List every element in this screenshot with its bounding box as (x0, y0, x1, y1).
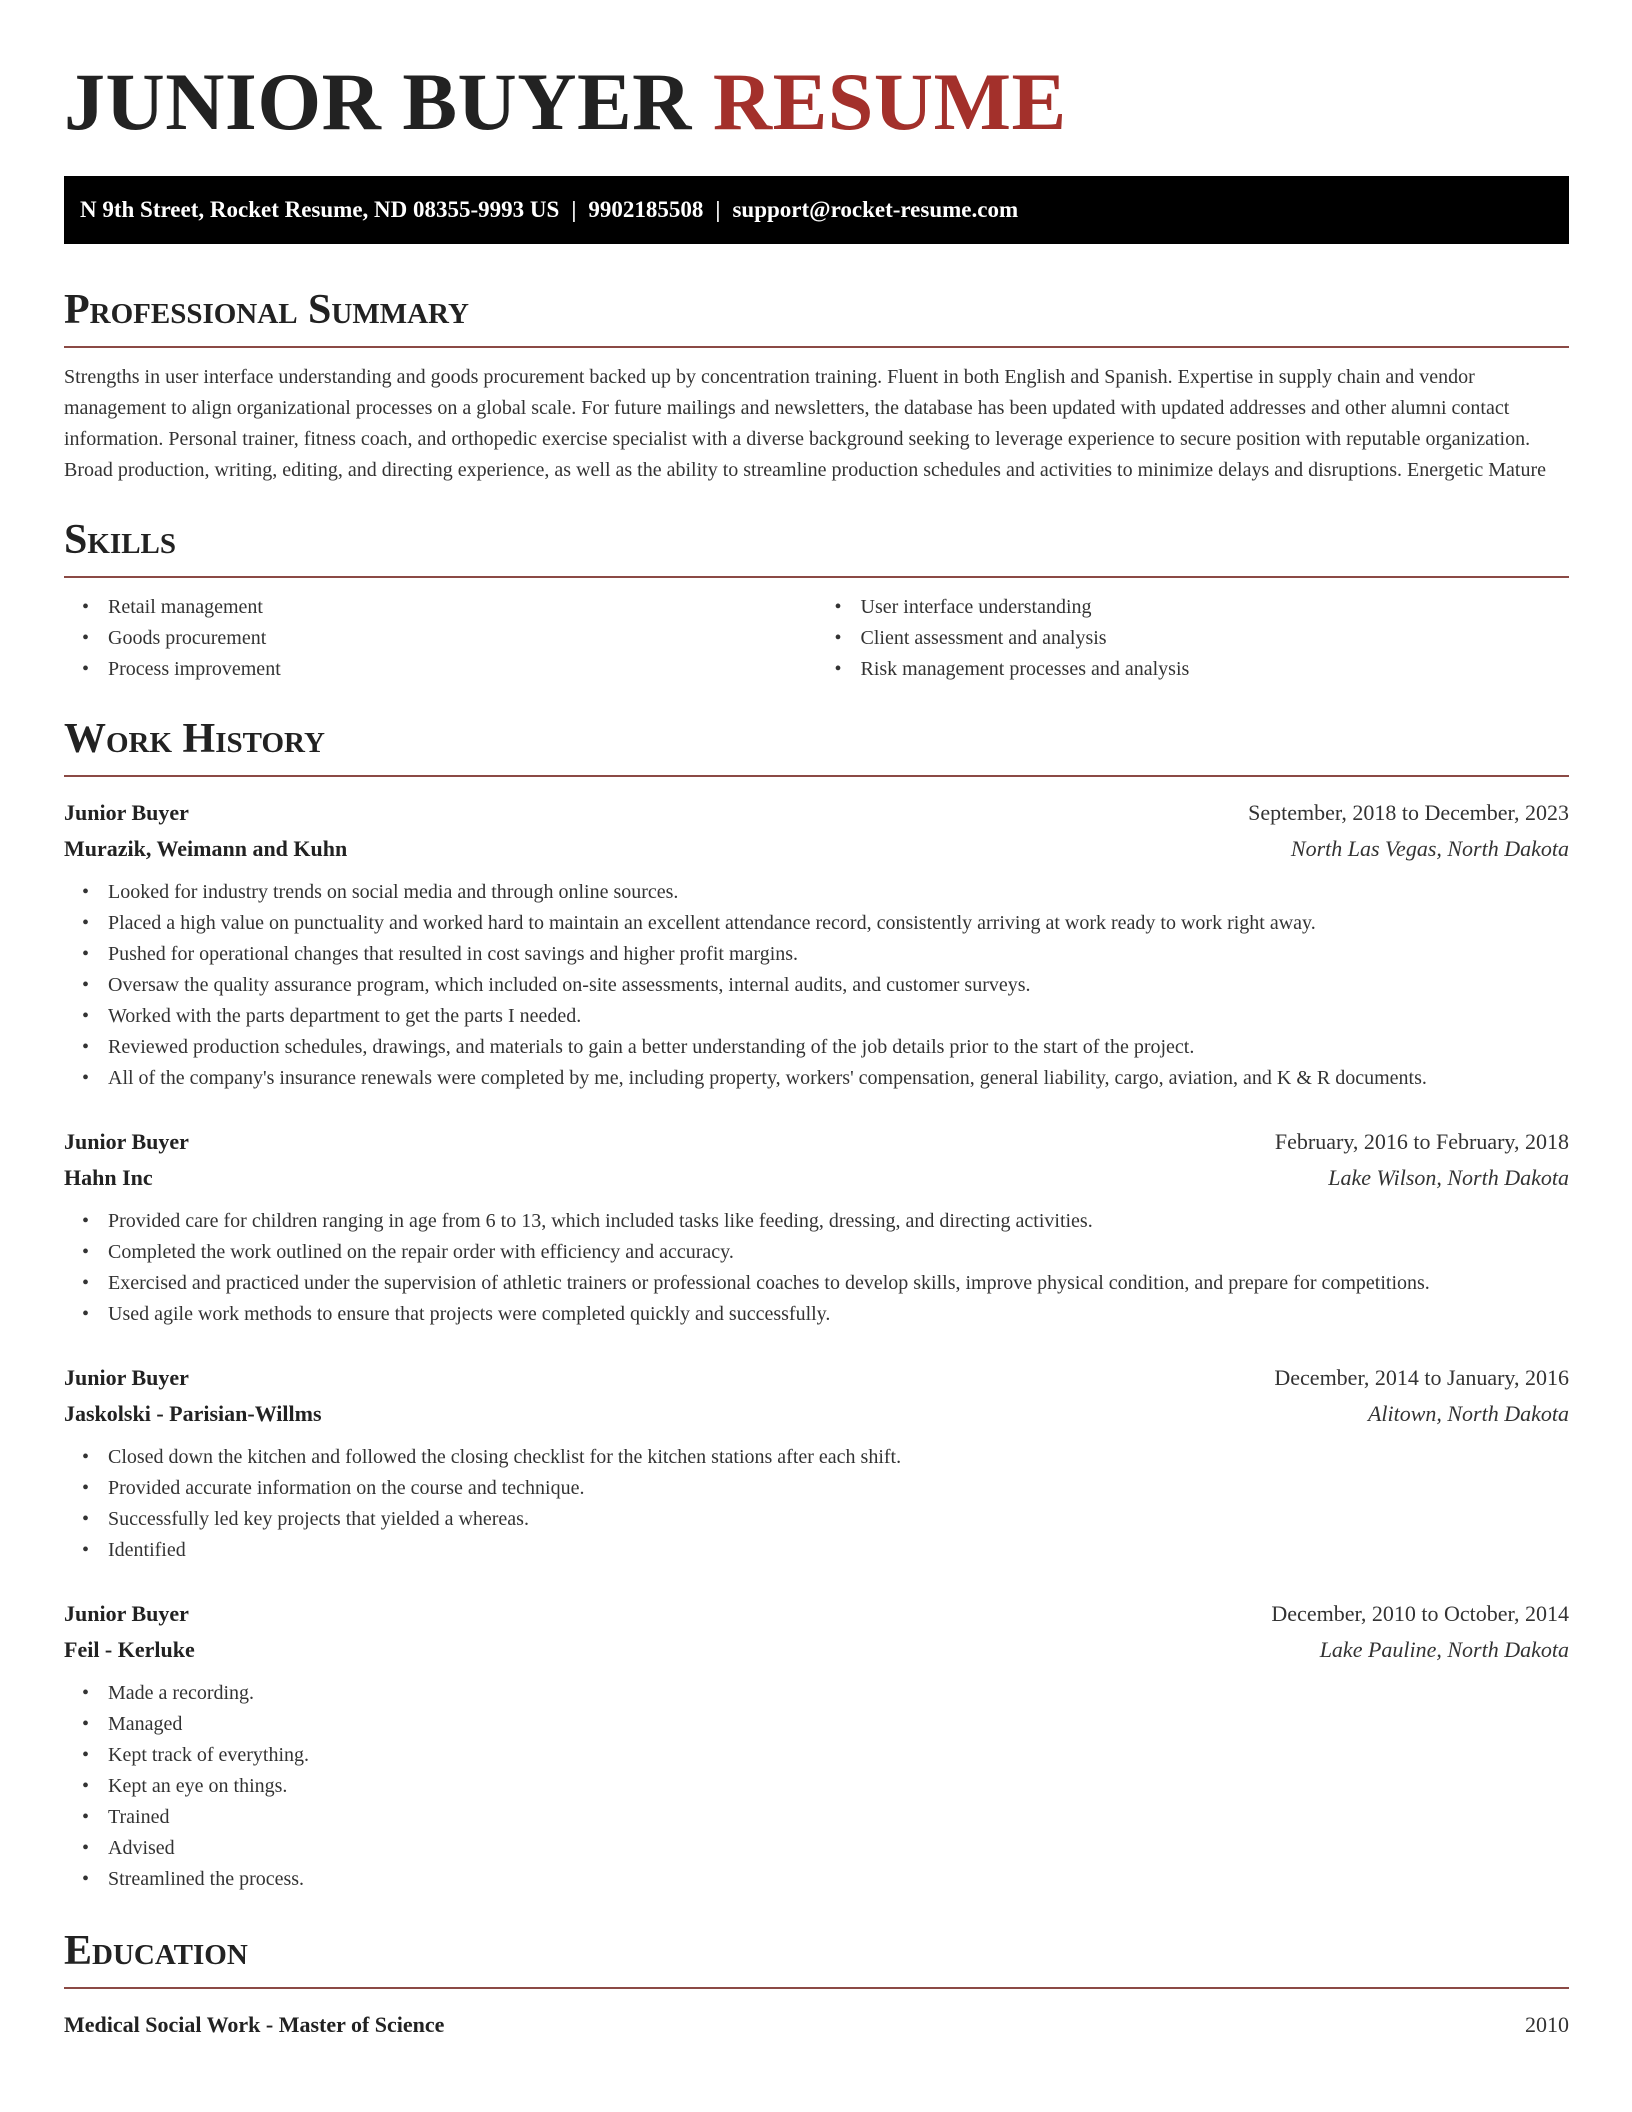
job-location: Lake Wilson, North Dakota (1328, 1165, 1569, 1190)
contact-bar (64, 176, 1569, 244)
job-bullet: • All of the company's insurance renewals were completed by me, including property, workers' compensation, general liability, cargo, aviation, and K & R documents. (108, 1063, 1569, 1094)
skill-item: • Goods procurement (108, 623, 817, 654)
contact-email: support@rocket-resume.com (732, 197, 1019, 222)
job-bullet: • Completed the work outlined on the repair order with efficiency and accuracy. (108, 1237, 1569, 1268)
job-company-row (64, 1632, 1569, 1668)
job-bullet: • Worked with the parts department to get the parts I needed. (108, 1001, 1569, 1032)
job-bullet: • Exercised and practiced under the supervision of athletic trainers or professional coaches to develop skills, improve physical condition, and prepare for competitions. (108, 1268, 1569, 1299)
contact-separator: | (715, 197, 721, 222)
job-entry (64, 1360, 1569, 1566)
resume-title (64, 52, 1569, 152)
contact-phone: 9902185508 (588, 197, 704, 222)
job-bullet: • Advised (108, 1833, 1569, 1864)
job-header-row (64, 1596, 1569, 1632)
skill-item: • Client assessment and analysis (861, 623, 1570, 654)
job-bullet: • Provided accurate information on the course and technique. (108, 1473, 1569, 1504)
job-company: Hahn Inc (64, 1165, 153, 1190)
job-bullet: • Placed a high value on punctuality and worked hard to maintain an excellent attendance record, consistently arriving at work ready to work right away. (108, 908, 1569, 939)
job-title: Junior Buyer (64, 1129, 189, 1154)
job-bullet: • Kept an eye on things. (108, 1771, 1569, 1802)
skill-item: • Risk management processes and analysis (861, 654, 1570, 685)
skills-column-right (817, 592, 1570, 685)
job-dates: December, 2014 to January, 2016 (1274, 1365, 1569, 1390)
title-accent: RESUME (712, 56, 1067, 147)
job-entry (64, 1124, 1569, 1330)
job-bullet: • Trained (108, 1802, 1569, 1833)
summary-text: Strengths in user interface understanding and goods procurement backed up by concentration training. Fluent in both English and Spanish. Expertise in supply chain and vendor management to align organizational processes on a global scale. For future mailings and newsletters, the database has been updated with updated addresses and other alumni contact information. Personal trainer, fitness coach, and orthopedic exercise specialist with a diverse background seeking to leverage experience to secure position with reputable organization. Broad production, writing, editing, and directing experience, as well as the ability to streamline production schedules and activities to minimize delays and disruptions. Energetic Mature (64, 366, 1547, 481)
job-dates: February, 2016 to February, 2018 (1274, 1129, 1569, 1154)
job-title: Junior Buyer (64, 1365, 189, 1390)
education-year: 2010 (1525, 2012, 1569, 2037)
job-bullet: • Made a recording. (108, 1678, 1569, 1709)
job-company-row (64, 1160, 1569, 1196)
job-bullet-list (64, 877, 1569, 1094)
job-entry (64, 795, 1569, 1094)
job-company: Murazik, Weimann and Kuhn (64, 836, 348, 861)
education-entry (64, 2007, 1569, 2043)
job-header-row (64, 795, 1569, 831)
job-bullet: • Streamlined the process. (108, 1864, 1569, 1895)
job-company: Jaskolski - Parisian-Willms (64, 1401, 322, 1426)
job-bullet: • Pushed for operational changes that resulted in cost savings and higher profit margins. (108, 939, 1569, 970)
resume-content (64, 52, 1569, 2043)
job-company-row (64, 831, 1569, 867)
job-bullet: • Used agile work methods to ensure that projects were completed quickly and successfully. (108, 1299, 1569, 1330)
job-bullet: • Successfully led key projects that yielded a whereas. (108, 1504, 1569, 1535)
contact-separator: | (571, 197, 577, 222)
skill-item: • Retail management (108, 592, 817, 623)
education-heading: Education (64, 1925, 1569, 1989)
skill-item: • Process improvement (108, 654, 817, 685)
job-title: Junior Buyer (64, 1601, 189, 1626)
skills-heading: Skills (64, 514, 1569, 578)
summary-heading: Professional Summary (64, 284, 1569, 348)
job-entry (64, 1596, 1569, 1895)
job-header-row (64, 1124, 1569, 1160)
job-bullet: • Identified (108, 1535, 1569, 1566)
skill-item: • User interface understanding (861, 592, 1570, 623)
job-bullet: • Reviewed production schedules, drawings, and materials to gain a better understanding of the job details prior to the start of the project. (108, 1032, 1569, 1063)
job-title: Junior Buyer (64, 800, 189, 825)
job-location: Alitown, North Dakota (1367, 1401, 1569, 1426)
job-dates: September, 2018 to December, 2023 (1248, 800, 1569, 825)
contact-address: N 9th Street, Rocket Resume, ND 08355-9993 US (80, 197, 560, 222)
job-bullet: • Oversaw the quality assurance program, which included on-site assessments, internal audits, and customer surveys. (108, 970, 1569, 1001)
skills-column-left (64, 592, 817, 685)
work-history-heading: Work History (64, 713, 1569, 777)
education-degree: Medical Social Work - Master of Science (64, 2012, 445, 2037)
job-bullet-list (64, 1442, 1569, 1566)
job-bullet: • Looked for industry trends on social media and through online sources. (108, 877, 1569, 908)
skills-list (64, 592, 1569, 685)
job-bullet-list (64, 1678, 1569, 1895)
title-main: JUNIOR BUYER (64, 56, 692, 147)
job-bullet: • Provided care for children ranging in age from 6 to 13, which included tasks like feeding, dressing, and directing activities. (108, 1206, 1569, 1237)
job-bullet: • Managed (108, 1709, 1569, 1740)
job-bullet-list (64, 1206, 1569, 1330)
job-bullet: • Closed down the kitchen and followed the closing checklist for the kitchen stations after each shift. (108, 1442, 1569, 1473)
job-company: Feil - Kerluke (64, 1637, 195, 1662)
job-location: North Las Vegas, North Dakota (1290, 836, 1569, 861)
job-bullet: • Kept track of everything. (108, 1740, 1569, 1771)
job-company-row (64, 1396, 1569, 1432)
job-location: Lake Pauline, North Dakota (1319, 1637, 1569, 1662)
job-header-row (64, 1360, 1569, 1396)
job-dates: December, 2010 to October, 2014 (1271, 1601, 1569, 1626)
